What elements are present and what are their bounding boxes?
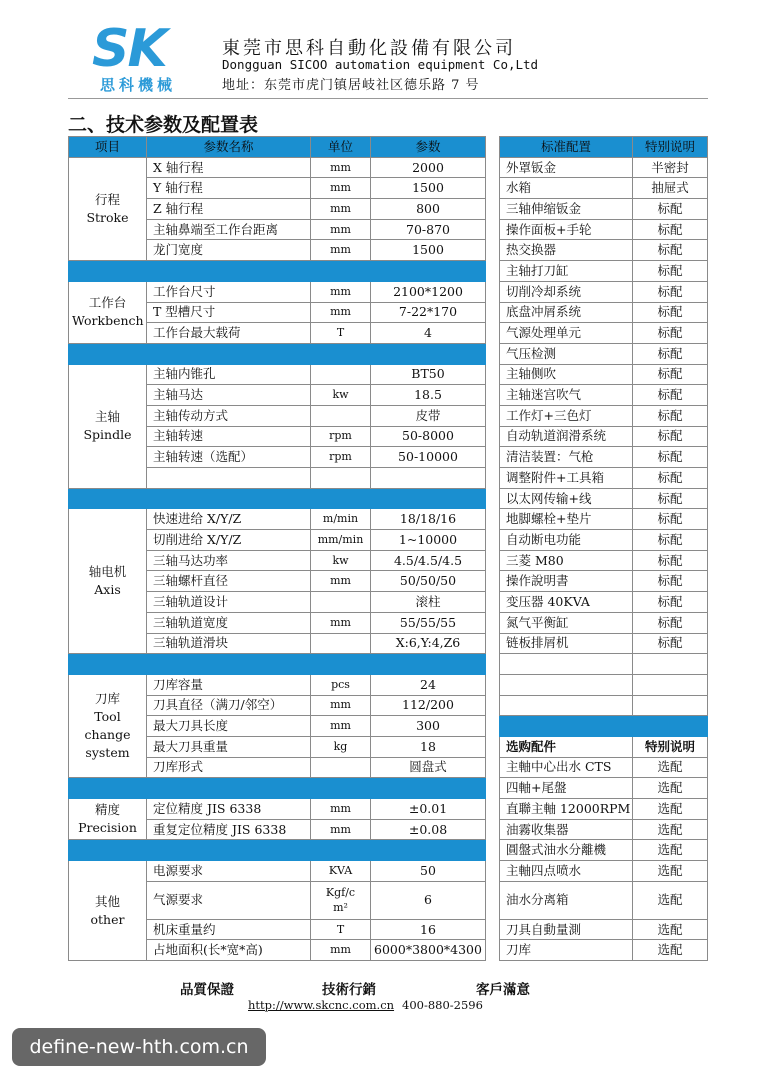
config-row xyxy=(500,592,708,613)
param-unit: rpm xyxy=(311,426,371,447)
param-value: 4.5/4.5/4.5 xyxy=(371,550,486,571)
config-note: 标配 xyxy=(633,281,708,302)
param-value xyxy=(371,468,486,489)
optional-header-row xyxy=(500,736,708,757)
group-label: 行程 Stroke xyxy=(69,157,147,260)
optional-note: 选配 xyxy=(633,861,708,882)
param-value: 55/55/55 xyxy=(371,612,486,633)
section-separator xyxy=(69,261,486,282)
config-row xyxy=(500,654,708,675)
optional-row xyxy=(500,840,708,861)
optional-row xyxy=(500,819,708,840)
param-unit: mm xyxy=(311,819,371,840)
param-name: 龙门宽度 xyxy=(147,240,311,261)
param-name: 刀库形式 xyxy=(147,757,311,778)
param-value: BT50 xyxy=(371,364,486,385)
config-note: 标配 xyxy=(633,509,708,530)
config-item: 以太网传输+线 xyxy=(500,488,633,509)
config-note: 标配 xyxy=(633,240,708,261)
param-value: 1500 xyxy=(371,178,486,199)
group-label: 轴电机 Axis xyxy=(69,509,147,654)
company-name-cn: 東莞市思科自動化設備有限公司 xyxy=(222,38,516,59)
config-note: 标配 xyxy=(633,633,708,654)
config-note: 标配 xyxy=(633,364,708,385)
param-unit: mm xyxy=(311,178,371,199)
param-value: 7-22*170 xyxy=(371,302,486,323)
config-row xyxy=(500,343,708,364)
param-name: 占地面积(长*宽*高) xyxy=(147,940,311,961)
param-unit: mm xyxy=(311,240,371,261)
config-note: 标配 xyxy=(633,343,708,364)
optional-column-header: 特别说明 xyxy=(633,736,708,757)
config-note xyxy=(633,695,708,716)
param-unit: Kgf/c m² xyxy=(311,881,371,919)
config-item: 操作說明書 xyxy=(500,571,633,592)
config-note: 抽屉式 xyxy=(633,178,708,199)
param-value: ±0.01 xyxy=(371,799,486,820)
config-item: 外罩钣金 xyxy=(500,157,633,178)
optional-item: 主軸中心出水 CTS xyxy=(500,757,633,778)
param-value: 6 xyxy=(371,881,486,919)
param-unit: mm xyxy=(311,199,371,220)
param-unit: m/min xyxy=(311,509,371,530)
section-separator xyxy=(69,343,486,364)
param-value: 18/18/16 xyxy=(371,509,486,530)
config-item: 变压器 40KVA xyxy=(500,592,633,613)
config-item: 自动断电功能 xyxy=(500,530,633,551)
param-value: 112/200 xyxy=(371,695,486,716)
param-unit: mm xyxy=(311,612,371,633)
config-item xyxy=(500,674,633,695)
watermark: define-new-hth.com.cn xyxy=(12,1028,266,1066)
param-name: 三轴轨道宽度 xyxy=(147,612,311,633)
table-row xyxy=(69,509,486,530)
table-header-row xyxy=(69,137,486,158)
config-note xyxy=(633,654,708,675)
column-header: 标准配置 xyxy=(500,137,633,158)
phone-number: 400-880-2596 xyxy=(402,998,483,1012)
param-name: 主轴内锥孔 xyxy=(147,364,311,385)
param-unit: T xyxy=(311,919,371,940)
config-row xyxy=(500,488,708,509)
param-value: 18 xyxy=(371,736,486,757)
column-header: 单位 xyxy=(311,137,371,158)
config-row xyxy=(500,447,708,468)
param-value: 1~10000 xyxy=(371,530,486,551)
param-value: 16 xyxy=(371,919,486,940)
table-row xyxy=(69,674,486,695)
param-unit: kw xyxy=(311,550,371,571)
param-value: 4 xyxy=(371,323,486,344)
param-value: 50/50/50 xyxy=(371,571,486,592)
group-label: 其他 other xyxy=(69,861,147,961)
column-header: 参数 xyxy=(371,137,486,158)
config-row xyxy=(500,199,708,220)
header-divider xyxy=(68,98,708,99)
tech-spec-table xyxy=(68,136,486,961)
optional-item: 直聯主軸 12000RPM xyxy=(500,799,633,820)
optional-note: 选配 xyxy=(633,940,708,961)
param-name: 三轴马达功率 xyxy=(147,550,311,571)
separator-bar xyxy=(500,716,708,737)
param-name: 气源要求 xyxy=(147,881,311,919)
config-note: 标配 xyxy=(633,219,708,240)
param-value: 2100*1200 xyxy=(371,281,486,302)
config-item: 底盘冲屑系统 xyxy=(500,302,633,323)
optional-item: 刀具自動量測 xyxy=(500,919,633,940)
param-unit: KVA xyxy=(311,861,371,882)
config-note: 标配 xyxy=(633,302,708,323)
param-unit: mm xyxy=(311,799,371,820)
config-row xyxy=(500,281,708,302)
table-row xyxy=(69,861,486,882)
param-unit: mm/min xyxy=(311,530,371,551)
config-note: 标配 xyxy=(633,592,708,613)
config-item: 三菱 M80 xyxy=(500,550,633,571)
config-item: 自动轨道润滑系统 xyxy=(500,426,633,447)
param-unit: rpm xyxy=(311,447,371,468)
config-row xyxy=(500,219,708,240)
param-value: 1500 xyxy=(371,240,486,261)
optional-row xyxy=(500,799,708,820)
param-unit: mm xyxy=(311,716,371,737)
param-value: 滚柱 xyxy=(371,592,486,613)
param-name: 主轴鼻端至工作台距离 xyxy=(147,219,311,240)
config-note: 标配 xyxy=(633,488,708,509)
config-item: 清洁装置：气枪 xyxy=(500,447,633,468)
param-unit xyxy=(311,405,371,426)
param-value: 50-10000 xyxy=(371,447,486,468)
param-name: T 型槽尺寸 xyxy=(147,302,311,323)
optional-item: 四軸+尾盤 xyxy=(500,778,633,799)
config-row xyxy=(500,633,708,654)
config-item: 水箱 xyxy=(500,178,633,199)
slogan-satisfaction: 客戶滿意 xyxy=(476,982,530,998)
config-header-row xyxy=(500,137,708,158)
optional-note: 选配 xyxy=(633,919,708,940)
logo-mark: SK xyxy=(92,19,166,79)
config-note xyxy=(633,674,708,695)
config-row xyxy=(500,426,708,447)
logo-subtitle: 思科機械 xyxy=(100,76,177,94)
param-name: 主轴转速（选配） xyxy=(147,447,311,468)
config-item: 主轴侧吹 xyxy=(500,364,633,385)
param-name: 定位精度 JIS 6338 xyxy=(147,799,311,820)
group-label: 刀库 Tool change system xyxy=(69,674,147,777)
section-separator xyxy=(500,716,708,737)
param-value: X:6,Y:4,Z6 xyxy=(371,633,486,654)
param-value: 6000*3800*4300 xyxy=(371,940,486,961)
config-item: 氮气平衡缸 xyxy=(500,612,633,633)
section-separator xyxy=(69,654,486,675)
param-name: 三轴轨道设计 xyxy=(147,592,311,613)
column-header: 特别说明 xyxy=(633,137,708,158)
optional-column-header: 选购配件 xyxy=(500,736,633,757)
column-header: 参数名称 xyxy=(147,137,311,158)
optional-item: 油霧收集器 xyxy=(500,819,633,840)
config-note: 标配 xyxy=(633,530,708,551)
config-item: 调整附件+工具箱 xyxy=(500,468,633,489)
separator-bar xyxy=(69,840,486,861)
param-value: 皮带 xyxy=(371,405,486,426)
param-name: 机床重量约 xyxy=(147,919,311,940)
param-value: 50 xyxy=(371,861,486,882)
param-name: 切削进给 X/Y/Z xyxy=(147,530,311,551)
optional-note: 选配 xyxy=(633,799,708,820)
section-separator xyxy=(69,840,486,861)
optional-row xyxy=(500,778,708,799)
config-row xyxy=(500,405,708,426)
optional-note: 选配 xyxy=(633,819,708,840)
param-unit: T xyxy=(311,323,371,344)
param-name: 工作台最大载荷 xyxy=(147,323,311,344)
param-name: Y 轴行程 xyxy=(147,178,311,199)
separator-bar xyxy=(69,654,486,675)
table-row xyxy=(69,364,486,385)
config-note: 标配 xyxy=(633,426,708,447)
param-name: 最大刀具长度 xyxy=(147,716,311,737)
param-value: 300 xyxy=(371,716,486,737)
config-row xyxy=(500,674,708,695)
company-address: 地址：东莞市虎门镇居岐社区德乐路 7 号 xyxy=(222,78,480,93)
config-note: 标配 xyxy=(633,468,708,489)
optional-note: 选配 xyxy=(633,881,708,919)
config-row xyxy=(500,509,708,530)
company-logo xyxy=(92,19,204,96)
param-unit xyxy=(311,468,371,489)
param-value: ±0.08 xyxy=(371,819,486,840)
config-note: 标配 xyxy=(633,550,708,571)
param-unit: mm xyxy=(311,157,371,178)
param-name: 三轴螺杆直径 xyxy=(147,571,311,592)
group-label: 精度 Precision xyxy=(69,799,147,840)
section-separator xyxy=(69,778,486,799)
separator-bar xyxy=(69,261,486,282)
optional-row xyxy=(500,881,708,919)
config-item: 链板排屑机 xyxy=(500,633,633,654)
separator-bar xyxy=(69,778,486,799)
param-name: 重复定位精度 JIS 6338 xyxy=(147,819,311,840)
param-value: 18.5 xyxy=(371,385,486,406)
config-note: 标配 xyxy=(633,612,708,633)
website-link[interactable]: http://www.skcnc.com.cn xyxy=(248,998,395,1012)
config-note: 标配 xyxy=(633,199,708,220)
param-name: 快速进给 X/Y/Z xyxy=(147,509,311,530)
optional-row xyxy=(500,861,708,882)
optional-row xyxy=(500,757,708,778)
config-note: 半密封 xyxy=(633,157,708,178)
config-note: 标配 xyxy=(633,385,708,406)
param-name: 三轴轨道滑块 xyxy=(147,633,311,654)
param-name: 最大刀具重量 xyxy=(147,736,311,757)
param-value: 800 xyxy=(371,199,486,220)
param-value: 70-870 xyxy=(371,219,486,240)
param-unit: mm xyxy=(311,940,371,961)
config-item: 主轴打刀缸 xyxy=(500,261,633,282)
param-name: X 轴行程 xyxy=(147,157,311,178)
column-header: 项目 xyxy=(69,137,147,158)
param-name: 主轴转速 xyxy=(147,426,311,447)
param-value: 50-8000 xyxy=(371,426,486,447)
separator-bar xyxy=(69,488,486,509)
table-row xyxy=(69,799,486,820)
param-name: 主轴传动方式 xyxy=(147,405,311,426)
optional-item: 圓盤式油水分離機 xyxy=(500,840,633,861)
section-title: 二、技术参数及配置表 xyxy=(68,114,259,136)
optional-item: 主軸四点喷水 xyxy=(500,861,633,882)
param-name: 刀具直径（满刀/邻空） xyxy=(147,695,311,716)
optional-item: 油水分离箱 xyxy=(500,881,633,919)
param-value: 2000 xyxy=(371,157,486,178)
table-row xyxy=(69,281,486,302)
config-item: 热交换器 xyxy=(500,240,633,261)
config-item: 操作面板+手轮 xyxy=(500,219,633,240)
config-item: 地脚螺栓+垫片 xyxy=(500,509,633,530)
config-row xyxy=(500,695,708,716)
optional-row xyxy=(500,919,708,940)
param-value: 24 xyxy=(371,674,486,695)
param-unit: mm xyxy=(311,219,371,240)
config-row xyxy=(500,178,708,199)
param-name: Z 轴行程 xyxy=(147,199,311,220)
separator-bar xyxy=(69,343,486,364)
table-row xyxy=(69,157,486,178)
param-unit: mm xyxy=(311,571,371,592)
optional-item: 刀库 xyxy=(500,940,633,961)
config-row xyxy=(500,530,708,551)
config-note: 标配 xyxy=(633,405,708,426)
config-note: 标配 xyxy=(633,261,708,282)
config-item: 工作灯+三色灯 xyxy=(500,405,633,426)
optional-note: 选配 xyxy=(633,840,708,861)
param-unit: mm xyxy=(311,695,371,716)
optional-row xyxy=(500,940,708,961)
slogan-quality: 品質保證 xyxy=(180,982,234,998)
config-item: 主轴迷宫吹气 xyxy=(500,385,633,406)
param-unit: mm xyxy=(311,302,371,323)
param-name xyxy=(147,468,311,489)
config-row xyxy=(500,571,708,592)
param-name: 工作台尺寸 xyxy=(147,281,311,302)
param-name: 电源要求 xyxy=(147,861,311,882)
config-row xyxy=(500,240,708,261)
config-note: 标配 xyxy=(633,447,708,468)
section-separator xyxy=(69,488,486,509)
config-item: 气源处理单元 xyxy=(500,323,633,344)
param-unit: mm xyxy=(311,281,371,302)
config-item: 切削冷却系统 xyxy=(500,281,633,302)
group-label: 工作台 Workbench xyxy=(69,281,147,343)
config-row xyxy=(500,157,708,178)
slogan-tech: 技術行銷 xyxy=(322,982,376,998)
config-row xyxy=(500,323,708,344)
param-name: 刀库容量 xyxy=(147,674,311,695)
config-row xyxy=(500,385,708,406)
param-unit xyxy=(311,592,371,613)
param-unit: pcs xyxy=(311,674,371,695)
optional-note: 选配 xyxy=(633,778,708,799)
config-note: 标配 xyxy=(633,323,708,344)
config-item xyxy=(500,695,633,716)
config-item xyxy=(500,654,633,675)
config-table xyxy=(499,136,708,961)
config-row xyxy=(500,261,708,282)
param-value: 圆盘式 xyxy=(371,757,486,778)
config-row xyxy=(500,468,708,489)
optional-note: 选配 xyxy=(633,757,708,778)
config-item: 气压检测 xyxy=(500,343,633,364)
company-name-en: Dongguan SICOO automation equipment Co,Ltd xyxy=(222,57,539,72)
config-note: 标配 xyxy=(633,571,708,592)
config-row xyxy=(500,550,708,571)
param-name: 主轴马达 xyxy=(147,385,311,406)
config-row xyxy=(500,612,708,633)
param-unit xyxy=(311,757,371,778)
config-row xyxy=(500,302,708,323)
param-unit xyxy=(311,633,371,654)
param-unit xyxy=(311,364,371,385)
param-unit: kw xyxy=(311,385,371,406)
param-unit: kg xyxy=(311,736,371,757)
config-item: 三轴伸缩钣金 xyxy=(500,199,633,220)
config-row xyxy=(500,364,708,385)
group-label: 主轴 Spindle xyxy=(69,364,147,488)
